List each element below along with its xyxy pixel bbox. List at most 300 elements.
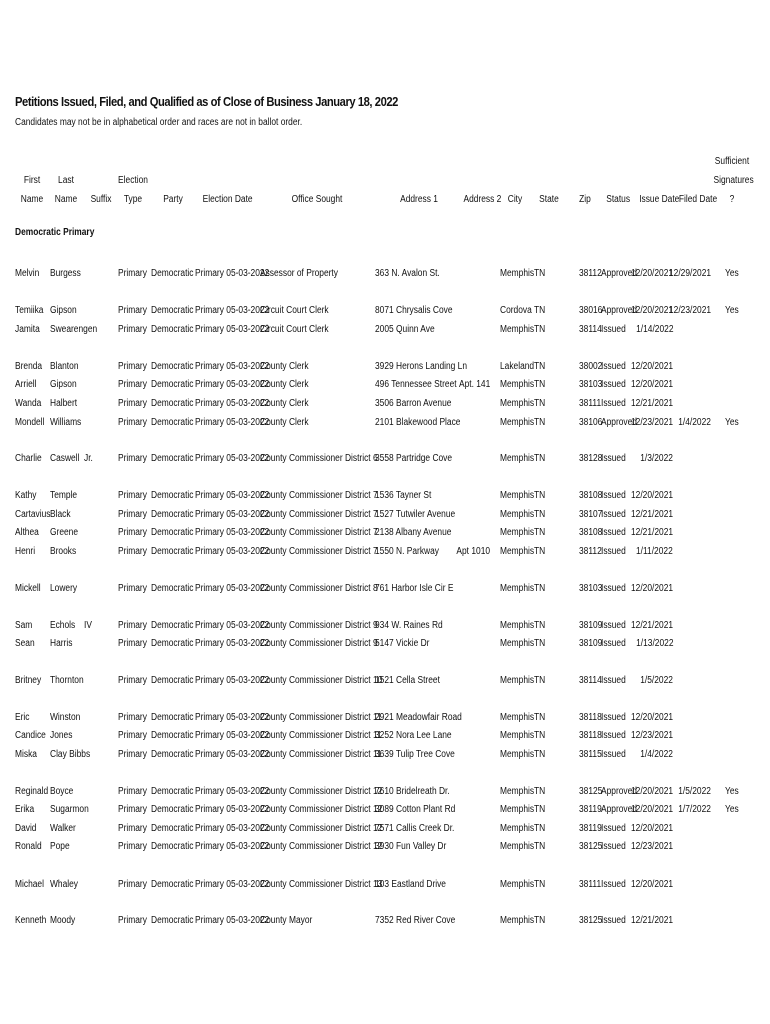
cell-state: TN (534, 841, 546, 852)
cell-election-type: Primary (118, 546, 147, 557)
cell-city: Memphis (500, 730, 535, 741)
cell-party: Democratic (151, 379, 194, 390)
cell-election-type: Primary (118, 804, 147, 815)
cell-city: Memphis (500, 583, 535, 594)
cell-office-sought: County Clerk (260, 361, 309, 372)
cell-address-1: 7352 Red River Cove (375, 915, 456, 926)
cell-office-sought: County Commissioner District 8 (260, 583, 378, 594)
cell-party: Democratic (151, 305, 194, 316)
cell-address-1: 2101 Blakewood Place (375, 417, 461, 428)
table-row (0, 634, 770, 653)
header-city: City (507, 194, 523, 205)
cell-party: Democratic (151, 527, 194, 538)
cell-election-date: Primary 05-03-2022 (195, 324, 270, 335)
cell-party: Democratic (151, 712, 194, 723)
cell-issue-date: 1/11/2022 (636, 546, 673, 557)
cell-filed-date: 12/23/2021 (668, 305, 711, 316)
table-row (0, 911, 770, 930)
cell-first-name: Sam (15, 620, 33, 631)
table-row (0, 320, 770, 339)
cell-last-name: Thornton (50, 675, 84, 686)
cell-election-type: Primary (118, 620, 147, 631)
table-row (0, 523, 770, 542)
table-row (0, 708, 770, 727)
cell-issue-date: 1/13/2022 (635, 638, 673, 649)
cell-address-1: 3639 Tulip Tree Cove (375, 749, 455, 760)
cell-last-name: Caswell (50, 453, 80, 464)
cell-election-type: Primary (118, 841, 147, 852)
cell-first-name: Erika (15, 804, 35, 815)
cell-state: TN (534, 583, 546, 594)
cell-first-name: Brenda (15, 361, 43, 372)
cell-election-type: Primary (118, 490, 147, 501)
cell-status: Approved (601, 305, 637, 316)
cell-issue-date: 12/20/2021 (630, 268, 673, 279)
cell-party: Democratic (151, 417, 194, 428)
cell-office-sought: County Mayor (260, 915, 313, 926)
cell-issue-date: 12/20/2021 (630, 305, 673, 316)
cell-election-date: Primary 05-03-2022 (195, 268, 270, 279)
cell-address-1: 363 N. Avalon St. (375, 268, 440, 279)
cell-issue-date: 12/20/2021 (630, 879, 673, 890)
cell-election-date: Primary 05-03-2022 (195, 509, 270, 520)
cell-state: TN (534, 527, 546, 538)
cell-status: Issued (601, 915, 626, 926)
table-row (0, 357, 770, 376)
cell-election-date: Primary 05-03-2022 (195, 712, 270, 723)
cell-party: Democratic (151, 453, 194, 464)
cell-election-type: Primary (118, 712, 147, 723)
cell-sufficient: Yes (725, 786, 739, 797)
cell-office-sought: County Commissioner District 11 (260, 712, 382, 723)
cell-first-name: Kenneth (15, 915, 47, 926)
table-row (0, 837, 770, 856)
cell-city: Memphis (500, 509, 535, 520)
cell-status: Issued (601, 730, 626, 741)
section-democratic-primary: Democratic Primary (15, 227, 95, 238)
cell-issue-date: 12/23/2021 (630, 417, 673, 428)
header-state: State (539, 194, 559, 205)
cell-zip: 38106 (579, 417, 603, 428)
cell-address-1: 7610 Bridelreath Dr. (375, 786, 450, 797)
cell-zip: 38107 (579, 509, 603, 520)
cell-last-name: Halbert (50, 398, 78, 409)
cell-zip: 38002 (579, 361, 603, 372)
cell-status: Approved (601, 268, 637, 279)
cell-first-name: Jamita (15, 324, 40, 335)
cell-election-type: Primary (118, 879, 147, 890)
cell-election-type: Primary (118, 675, 147, 686)
cell-office-sought: Circuit Court Clerk (260, 324, 329, 335)
cell-address-1: 103 Eastland Drive (375, 879, 446, 890)
cell-issue-date: 12/20/2021 (630, 804, 673, 815)
header-zip: Zip (579, 194, 591, 205)
cell-status: Approved (601, 804, 637, 815)
cell-issue-date: 12/20/2021 (630, 786, 673, 797)
cell-election-type: Primary (118, 305, 147, 316)
cell-state: TN (534, 823, 546, 834)
cell-address-1: 3558 Partridge Cove (375, 453, 453, 464)
cell-election-date: Primary 05-03-2022 (195, 675, 270, 686)
cell-election-type: Primary (118, 749, 147, 760)
cell-zip: 38114 (579, 675, 602, 686)
cell-city: Lakeland (500, 361, 535, 372)
cell-address-1: 3929 Herons Landing Ln (375, 361, 468, 372)
cell-office-sought: County Commissioner District 6 (260, 453, 378, 464)
header-address-2: Address 2 (463, 194, 502, 205)
cell-address-1: 3252 Nora Lee Lane (375, 730, 452, 741)
cell-city: Memphis (500, 398, 535, 409)
cell-first-name: Mickell (15, 583, 41, 594)
table-row (0, 375, 770, 394)
cell-election-date: Primary 05-03-2022 (195, 730, 270, 741)
header-election-date: Election Date (202, 194, 253, 205)
cell-state: TN (534, 712, 546, 723)
table-row (0, 542, 770, 561)
cell-party: Democratic (151, 490, 194, 501)
cell-address-1: 5147 Vickie Dr (375, 638, 430, 649)
cell-office-sought: County Commissioner District 11 (260, 730, 382, 741)
cell-party: Democratic (151, 915, 194, 926)
cell-party: Democratic (151, 546, 194, 557)
cell-issue-date: 1/5/2022 (640, 675, 673, 686)
cell-city: Memphis (500, 823, 535, 834)
header-party: Party (163, 194, 183, 205)
cell-city: Memphis (500, 268, 535, 279)
table-row (0, 726, 770, 745)
cell-party: Democratic (151, 804, 194, 815)
cell-zip: 38128 (579, 453, 603, 464)
cell-last-name: Gipson (50, 305, 77, 316)
cell-office-sought: County Commissioner District 7 (260, 527, 378, 538)
cell-address-1: 761 Harbor Isle Cir E (375, 583, 454, 594)
cell-zip: 38118 (579, 730, 602, 741)
cell-first-name: Temiika (15, 305, 44, 316)
cell-suffix: Jr. (84, 453, 93, 464)
cell-election-type: Primary (118, 268, 147, 279)
cell-issue-date: 12/20/2021 (630, 583, 673, 594)
cell-state: TN (534, 453, 546, 464)
cell-zip: 38125 (579, 915, 603, 926)
cell-address-1: 1550 N. Parkway (375, 546, 439, 557)
cell-sufficient: Yes (725, 305, 739, 316)
cell-last-name: Winston (50, 712, 81, 723)
cell-party: Democratic (151, 324, 194, 335)
cell-first-name: Cartavius (15, 509, 51, 520)
cell-status: Approved (601, 786, 637, 797)
cell-city: Memphis (500, 620, 535, 631)
table-row (0, 413, 770, 432)
cell-office-sought: County Clerk (260, 398, 309, 409)
cell-office-sought: County Commissioner District 7 (260, 509, 378, 520)
cell-state: TN (534, 730, 546, 741)
cell-election-date: Primary 05-03-2022 (195, 398, 270, 409)
cell-status: Issued (601, 324, 626, 335)
header-office-sought: Office Sought (291, 194, 343, 205)
cell-first-name: Reginald (15, 786, 49, 797)
cell-first-name: Wanda (15, 398, 42, 409)
cell-office-sought: Circuit Court Clerk (260, 305, 329, 316)
cell-last-name: Blanton (50, 361, 79, 372)
cell-party: Democratic (151, 786, 194, 797)
cell-first-name: Miska (15, 749, 37, 760)
cell-election-type: Primary (118, 786, 147, 797)
cell-office-sought: County Commissioner District 12 (260, 841, 383, 852)
cell-state: TN (534, 490, 546, 501)
cell-status: Issued (601, 398, 626, 409)
cell-first-name: Sean (15, 638, 35, 649)
cell-status: Issued (601, 490, 626, 501)
cell-first-name: Candice (15, 730, 46, 741)
cell-party: Democratic (151, 361, 194, 372)
cell-status: Issued (601, 620, 626, 631)
cell-state: TN (534, 509, 546, 520)
cell-state: TN (534, 546, 546, 557)
cell-zip: 38111 (579, 398, 602, 409)
cell-status: Issued (601, 546, 626, 557)
header-address-1: Address 1 (400, 194, 438, 205)
cell-election-type: Primary (118, 453, 147, 464)
cell-city: Memphis (500, 638, 535, 649)
cell-state: TN (534, 804, 546, 815)
cell-city: Memphis (500, 915, 535, 926)
cell-office-sought: County Commissioner District 9 (260, 638, 378, 649)
cell-address-1: 496 Tennessee Street (375, 379, 457, 390)
cell-issue-date: 12/20/2021 (630, 361, 673, 372)
cell-office-sought: County Commissioner District 10 (260, 675, 383, 686)
cell-issue-date: 1/3/2022 (640, 453, 673, 464)
cell-election-date: Primary 05-03-2022 (195, 786, 270, 797)
table-row (0, 800, 770, 819)
cell-election-type: Primary (118, 324, 147, 335)
cell-party: Democratic (151, 879, 194, 890)
cell-last-name: Moody (50, 915, 76, 926)
cell-zip: 38112 (579, 546, 602, 557)
cell-election-date: Primary 05-03-2022 (195, 490, 270, 501)
cell-address-1: 3089 Cotton Plant Rd (375, 804, 456, 815)
cell-first-name: Henri (15, 546, 36, 557)
cell-sufficient: Yes (725, 417, 739, 428)
cell-state: TN (534, 749, 546, 760)
table-row (0, 449, 770, 468)
cell-address-1: 2138 Albany Avenue (375, 527, 452, 538)
cell-election-type: Primary (118, 509, 147, 520)
cell-city: Cordova (500, 305, 532, 316)
cell-zip: 38114 (579, 324, 602, 335)
cell-party: Democratic (151, 823, 194, 834)
cell-office-sought: County Commissioner District 11 (260, 749, 382, 760)
cell-city: Memphis (500, 841, 535, 852)
cell-filed-date: 1/4/2022 (678, 417, 711, 428)
cell-party: Democratic (151, 398, 194, 409)
cell-party: Democratic (151, 730, 194, 741)
cell-status: Issued (601, 527, 626, 538)
cell-zip: 38119 (579, 823, 602, 834)
header-issue-date: Issue Date (639, 194, 680, 205)
cell-election-type: Primary (118, 379, 147, 390)
cell-election-date: Primary 05-03-2022 (195, 453, 270, 464)
cell-address-1: 2005 Quinn Ave (375, 324, 435, 335)
cell-status: Issued (601, 712, 626, 723)
cell-election-date: Primary 05-03-2022 (195, 879, 270, 890)
cell-status: Issued (601, 841, 626, 852)
cell-issue-date: 12/20/2021 (630, 379, 673, 390)
cell-state: TN (534, 379, 546, 390)
cell-party: Democratic (151, 841, 194, 852)
cell-status: Issued (601, 823, 626, 834)
cell-election-date: Primary 05-03-2022 (195, 417, 270, 428)
cell-status: Issued (601, 749, 626, 760)
cell-address-2: Apt. 141 (458, 379, 490, 390)
cell-election-type: Primary (118, 583, 147, 594)
cell-address-1: 1527 Tutwiler Avenue (375, 509, 456, 520)
table-row (0, 671, 770, 690)
cell-election-date: Primary 05-03-2022 (195, 527, 270, 538)
cell-first-name: David (15, 823, 37, 834)
cell-party: Democratic (151, 509, 194, 520)
cell-zip: 38108 (579, 490, 603, 501)
cell-last-name: Black (50, 509, 71, 520)
cell-suffix: IV (84, 620, 92, 631)
cell-state: TN (534, 638, 546, 649)
cell-last-name: Pope (50, 841, 70, 852)
header-last-name: Last Name (54, 175, 78, 205)
cell-election-date: Primary 05-03-2022 (195, 305, 270, 316)
table-row (0, 301, 770, 320)
cell-election-date: Primary 05-03-2022 (195, 361, 270, 372)
cell-first-name: Melvin (15, 268, 40, 279)
cell-zip: 38111 (579, 879, 602, 890)
cell-state: TN (534, 879, 546, 890)
cell-election-date: Primary 05-03-2022 (195, 804, 270, 815)
cell-office-sought: County Clerk (260, 417, 309, 428)
cell-first-name: Charlie (15, 453, 42, 464)
cell-state: TN (534, 915, 546, 926)
cell-last-name: Harris (50, 638, 73, 649)
cell-address-1: 1521 Cella Street (375, 675, 440, 686)
cell-office-sought: County Commissioner District 12 (260, 823, 383, 834)
cell-status: Issued (601, 675, 626, 686)
cell-office-sought: County Commissioner District 13 (260, 879, 383, 890)
cell-office-sought: Assessor of Property (260, 268, 338, 279)
header-status: Status (606, 194, 631, 205)
cell-city: Memphis (500, 527, 535, 538)
cell-address-1: 3506 Barron Avenue (375, 398, 452, 409)
header-filed-date: Filed Date (678, 194, 718, 205)
cell-state: TN (534, 305, 546, 316)
cell-issue-date: 12/20/2021 (630, 712, 673, 723)
cell-zip: 38103 (579, 379, 603, 390)
header-sufficient-signatures: Sufficient Signatures ? (713, 156, 754, 205)
cell-election-type: Primary (118, 527, 147, 538)
cell-city: Memphis (500, 324, 535, 335)
cell-city: Memphis (500, 379, 535, 390)
table-row (0, 819, 770, 838)
cell-party: Democratic (151, 620, 194, 631)
cell-zip: 38125 (579, 841, 603, 852)
table-row (0, 875, 770, 894)
cell-status: Issued (601, 379, 626, 390)
cell-status: Issued (601, 361, 626, 372)
table-row (0, 264, 770, 283)
cell-party: Democratic (151, 638, 194, 649)
cell-filed-date: 1/7/2022 (678, 804, 711, 815)
cell-state: TN (534, 620, 546, 631)
cell-election-type: Primary (118, 915, 147, 926)
cell-last-name: Walker (50, 823, 76, 834)
cell-last-name: Boyce (50, 786, 74, 797)
cell-zip: 38109 (579, 638, 603, 649)
table-row (0, 486, 770, 505)
cell-election-date: Primary 05-03-2022 (195, 583, 270, 594)
cell-last-name: Gipson (50, 379, 77, 390)
cell-city: Memphis (500, 786, 535, 797)
cell-city: Memphis (500, 453, 535, 464)
cell-election-type: Primary (118, 730, 147, 741)
cell-party: Democratic (151, 268, 194, 279)
cell-zip: 38016 (579, 305, 603, 316)
cell-address-1: 934 W. Raines Rd (375, 620, 443, 631)
cell-issue-date: 12/21/2021 (630, 915, 673, 926)
cell-last-name: Greene (50, 527, 79, 538)
header-suffix: Suffix (90, 194, 112, 205)
table-row (0, 579, 770, 598)
cell-status: Issued (601, 638, 626, 649)
table-row (0, 782, 770, 801)
cell-status: Issued (601, 583, 626, 594)
cell-zip: 38125 (579, 786, 603, 797)
cell-city: Memphis (500, 490, 535, 501)
cell-address-1: 3930 Fun Valley Dr (375, 841, 447, 852)
cell-election-date: Primary 05-03-2022 (195, 915, 270, 926)
cell-issue-date: 12/21/2021 (630, 398, 673, 409)
table-row (0, 745, 770, 764)
cell-city: Memphis (500, 675, 535, 686)
cell-status: Approved (601, 417, 637, 428)
cell-zip: 38115 (579, 749, 602, 760)
cell-last-name: Echols (50, 620, 76, 631)
cell-last-name: Williams (50, 417, 82, 428)
cell-filed-date: 1/5/2022 (678, 786, 711, 797)
cell-issue-date: 12/20/2021 (630, 823, 673, 834)
cell-city: Memphis (500, 749, 535, 760)
cell-zip: 38112 (579, 268, 602, 279)
cell-election-type: Primary (118, 398, 147, 409)
cell-party: Democratic (151, 749, 194, 760)
cell-election-date: Primary 05-03-2022 (195, 620, 270, 631)
cell-issue-date: 12/21/2021 (630, 509, 673, 520)
cell-last-name: Clay Bibbs (50, 749, 91, 760)
cell-office-sought: County Commissioner District 9 (260, 620, 378, 631)
cell-issue-date: 12/21/2021 (630, 620, 673, 631)
cell-address-1: 7571 Callis Creek Dr. (375, 823, 455, 834)
cell-last-name: Swearengen (50, 324, 98, 335)
cell-issue-date: 12/21/2021 (630, 527, 673, 538)
table-row (0, 616, 770, 635)
cell-election-date: Primary 05-03-2022 (195, 379, 270, 390)
cell-office-sought: County Commissioner District 12 (260, 804, 383, 815)
cell-last-name: Jones (50, 730, 73, 741)
cell-sufficient: Yes (725, 804, 739, 815)
cell-city: Memphis (500, 417, 535, 428)
header-first-name: First Name (20, 175, 44, 205)
cell-election-type: Primary (118, 823, 147, 834)
table-row (0, 505, 770, 524)
document-title: Petitions Issued, Filed, and Qualified as of Close of Business January 18, 2022 (15, 94, 398, 109)
cell-city: Memphis (500, 804, 535, 815)
cell-last-name: Sugarmon (50, 804, 89, 815)
cell-state: TN (534, 786, 546, 797)
